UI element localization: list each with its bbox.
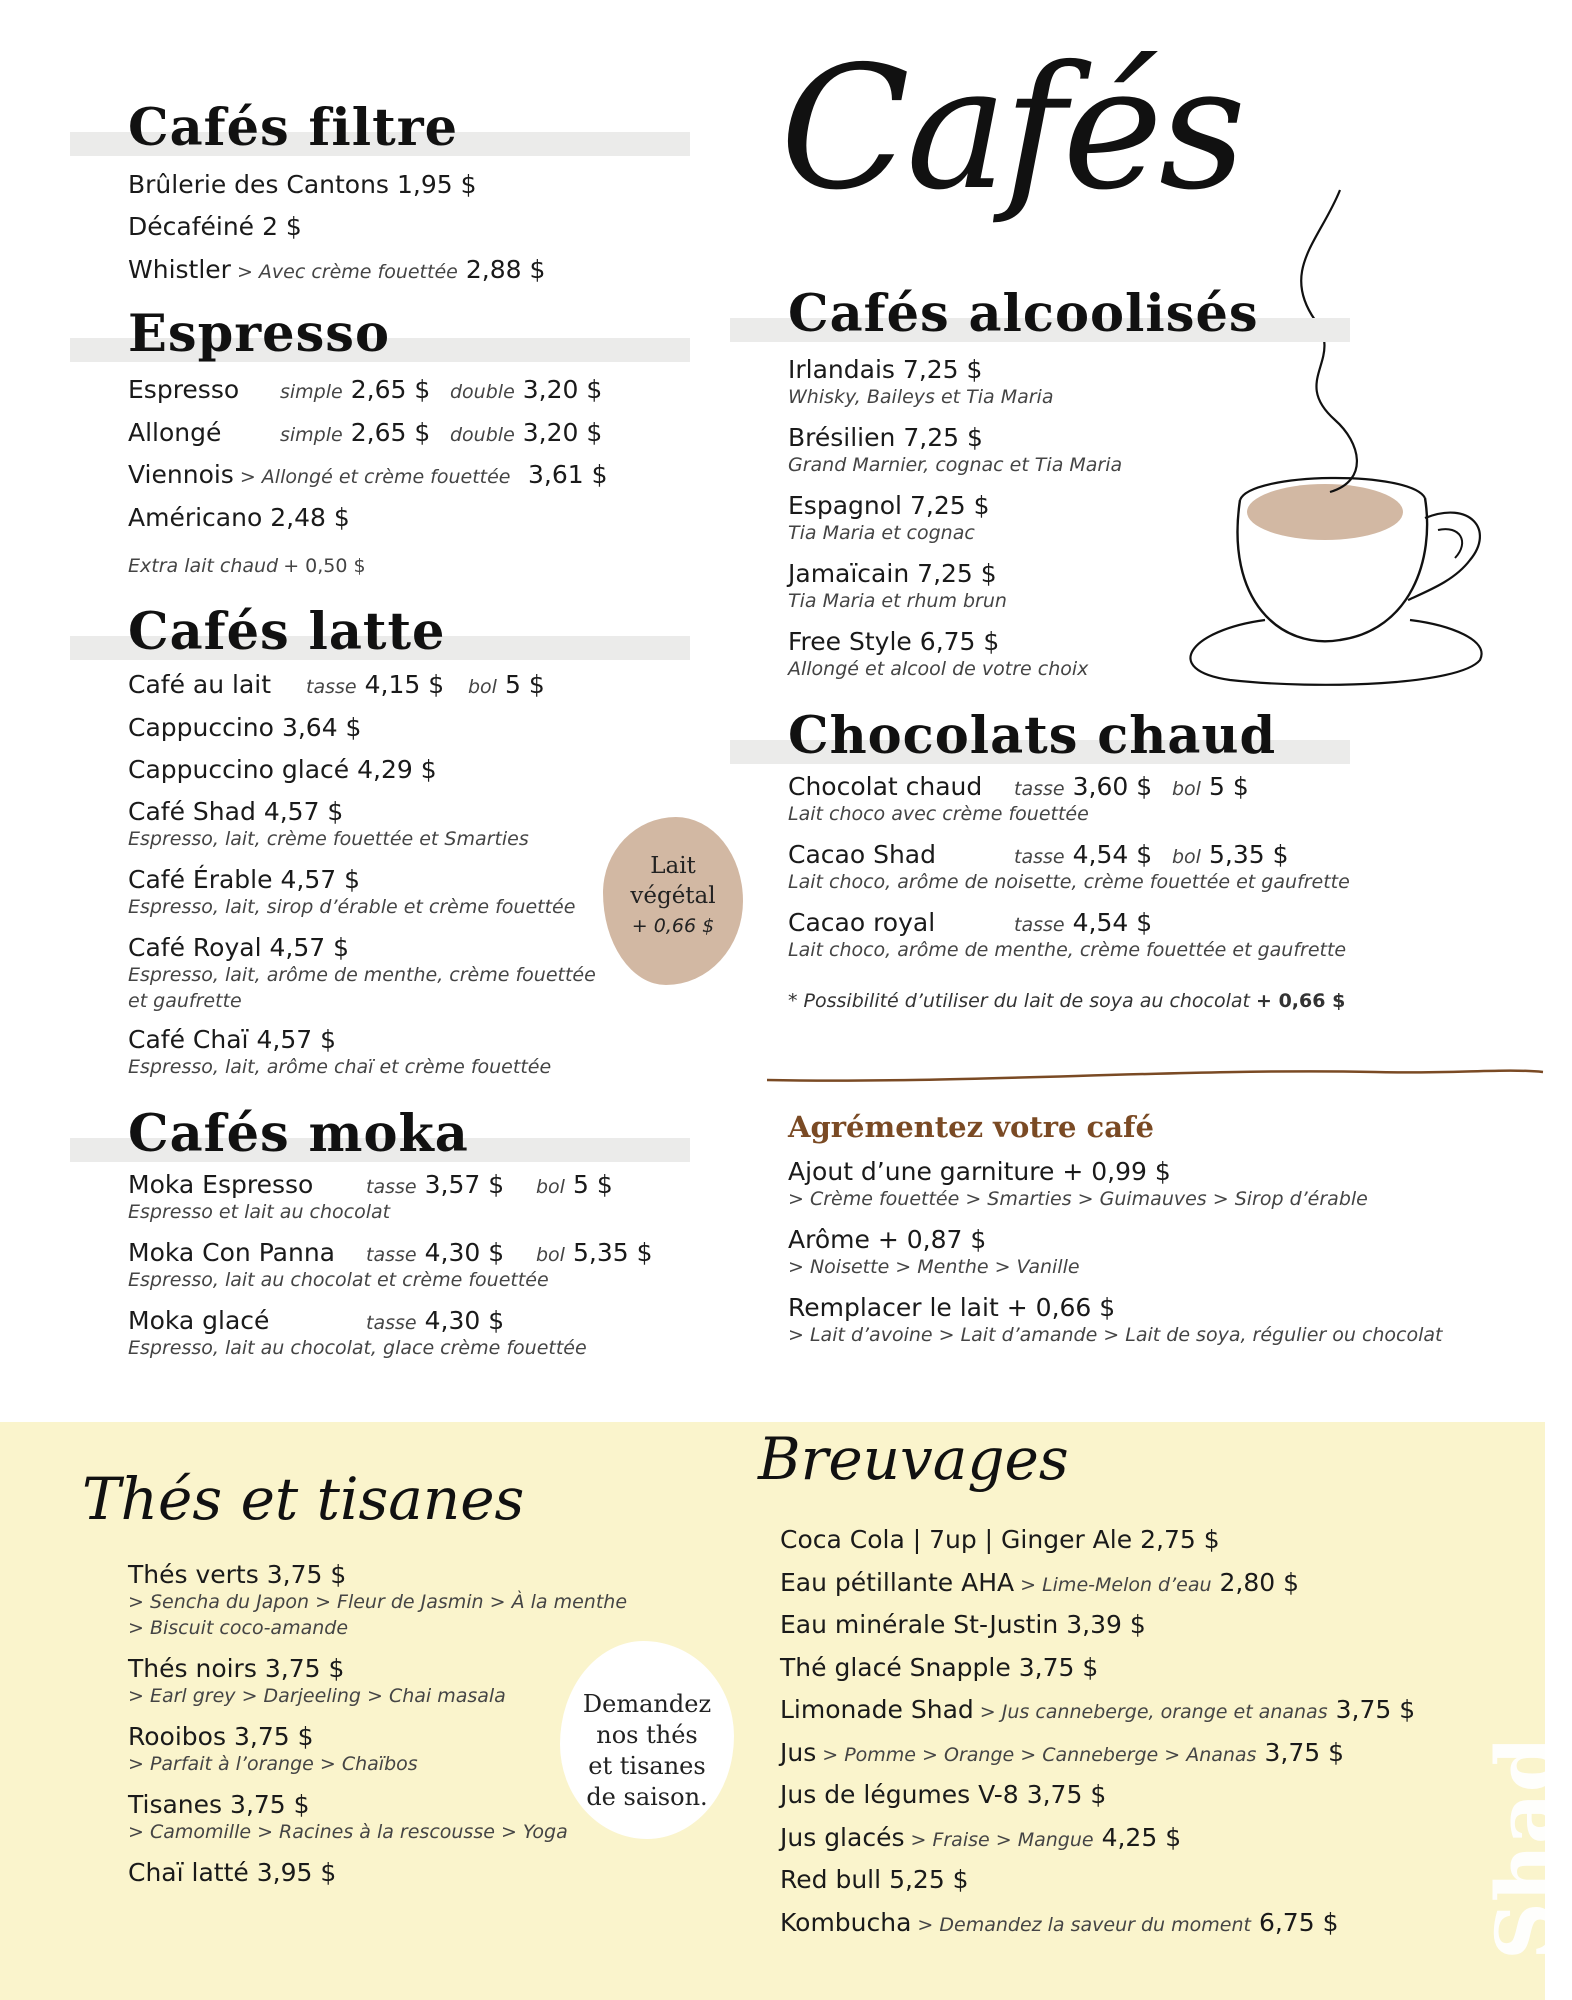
item-description: > Biscuit coco-amande <box>128 1617 349 1639</box>
menu-item: Ajout d’une garniture + 0,99 $ <box>788 1157 1171 1186</box>
brand-logo: Shad <box>1478 1736 1572 1960</box>
item-description: > Noisette > Menthe > Vanille <box>788 1256 1080 1278</box>
menu-item: Moka Espresso tasse 3,57 $ bol 5 $ <box>128 1170 613 1199</box>
footnote: * Possibilité d’utiliser du lait de soya au chocolat + 0,66 $ <box>788 990 1346 1012</box>
menu-item: Café Shad 4,57 $ <box>128 797 344 826</box>
menu-item: Cappuccino glacé 4,29 $ <box>128 755 437 784</box>
item-description: Espresso, lait, arôme de menthe, crème fouettée <box>128 964 596 986</box>
section-heading-thes: Thés et tisanes <box>82 1465 525 1533</box>
menu-item: Thés noirs 3,75 $ <box>128 1654 345 1683</box>
menu-item: Chaï latté 3,95 $ <box>128 1858 337 1887</box>
menu-item: Eau pétillante AHA > Lime-Melon d’eau 2,80 $ <box>780 1568 1300 1597</box>
item-description: et gaufrette <box>128 990 242 1012</box>
menu-item: Arôme + 0,87 $ <box>788 1225 987 1254</box>
item-description: Whisky, Baileys et Tia Maria <box>788 386 1054 408</box>
item-description: Espresso, lait au chocolat, glace crème fouettée <box>128 1337 587 1359</box>
section-moka <box>70 1104 690 1170</box>
item-description: > Lait d’avoine > Lait d’amande > Lait de soya, régulier ou chocolat <box>788 1324 1443 1346</box>
section-espresso <box>70 304 690 370</box>
item-description: Lait choco, arôme de noisette, crème fouettée et gaufrette <box>788 871 1350 893</box>
menu-item: Café Érable 4,57 $ <box>128 865 361 894</box>
menu-item: Chocolat chaud tasse 3,60 $ bol 5 $ <box>788 772 1249 801</box>
item-description: Lait choco, arôme de menthe, crème fouettée et gaufrette <box>788 939 1347 961</box>
menu-item: Kombucha > Demandez la saveur du moment 6,75 $ <box>780 1908 1339 1937</box>
section-heading: Cafés moka <box>128 1104 469 1164</box>
menu-item: Espresso simple 2,65 $ double 3,20 $ <box>128 375 603 404</box>
section-heading: Chocolats chaud <box>788 706 1277 766</box>
menu-item: Whistler > Avec crème fouettée 2,88 $ <box>128 255 546 284</box>
item-description: > Camomille > Racines à la rescousse > Yoga <box>128 1821 568 1843</box>
menu-item: Rooibos 3,75 $ <box>128 1722 314 1751</box>
menu-item: Moka glacé tasse 4,30 $ <box>128 1306 505 1335</box>
menu-item: Thé glacé Snapple 3,75 $ <box>780 1653 1099 1682</box>
menu-item: Café Chaï 4,57 $ <box>128 1025 337 1054</box>
section-heading: Cafés filtre <box>128 98 459 158</box>
menu-item: Remplacer le lait + 0,66 $ <box>788 1293 1116 1322</box>
item-description: > Parfait à l’orange > Chaïbos <box>128 1753 418 1775</box>
vegetal-badge: Lait végétal + 0,66 $ <box>603 817 743 985</box>
menu-item: Moka Con Panna tasse 4,30 $ bol 5,35 $ <box>128 1238 653 1267</box>
section-heading-breuvages: Breuvages <box>758 1425 1069 1493</box>
item-description: Tia Maria et cognac <box>788 522 975 544</box>
menu-item: Eau minérale St-Justin 3,39 $ <box>780 1610 1146 1639</box>
extra-note: Extra lait chaud + 0,50 $ <box>128 555 366 577</box>
item-description: Grand Marnier, cognac et Tia Maria <box>788 454 1123 476</box>
menu-item: Allongé simple 2,65 $ double 3,20 $ <box>128 418 603 447</box>
section-latte <box>70 602 690 668</box>
menu-item: Jus de légumes V-8 3,75 $ <box>780 1780 1107 1809</box>
menu-item: Américano 2,48 $ <box>128 503 350 532</box>
menu-item: Espagnol 7,25 $ <box>788 491 990 520</box>
item-description: Espresso, lait, crème fouettée et Smarties <box>128 828 529 850</box>
menu-item: Free Style 6,75 $ <box>788 627 1000 656</box>
menu-item: Thés verts 3,75 $ <box>128 1560 347 1589</box>
menu-item: Cappuccino 3,64 $ <box>128 713 362 742</box>
section-heading: Agrémentez votre café <box>788 1110 1154 1144</box>
coffee-cup-icon <box>1170 180 1510 700</box>
section-chocolats <box>730 706 1350 772</box>
section-heading: Cafés alcoolisés <box>788 284 1259 344</box>
menu-item: Jamaïcain 7,25 $ <box>788 559 997 588</box>
menu-item: Brûlerie des Cantons 1,95 $ <box>128 170 477 199</box>
item-description: > Crème fouettée > Smarties > Guimauves > Sirop d’érable <box>788 1188 1368 1210</box>
menu-item: Café Royal 4,57 $ <box>128 933 350 962</box>
item-description: Allongé et alcool de votre choix <box>788 658 1089 680</box>
menu-item: Brésilien 7,25 $ <box>788 423 983 452</box>
item-description: > Sencha du Japon > Fleur de Jasmin > À la menthe <box>128 1591 628 1613</box>
menu-item: Cacao royal tasse 4,54 $ <box>788 908 1153 937</box>
item-description: Espresso, lait, sirop d’érable et crème fouettée <box>128 896 576 918</box>
menu-item: Irlandais 7,25 $ <box>788 355 983 384</box>
item-description: Lait choco avec crème fouettée <box>788 803 1089 825</box>
menu-item: Cacao Shad tasse 4,54 $ bol 5,35 $ <box>788 840 1289 869</box>
menu-item: Viennois > Allongé et crème fouettée 3,61 $ <box>128 460 608 489</box>
season-badge: Demandez nos thés et tisanes de saison. <box>560 1641 734 1839</box>
item-description: Espresso et lait au chocolat <box>128 1201 391 1223</box>
menu-item: Décaféiné 2 $ <box>128 212 302 241</box>
menu-item: Red bull 5,25 $ <box>780 1865 969 1894</box>
section-filtre <box>70 98 690 164</box>
menu-item: Jus glacés > Fraise > Mangue 4,25 $ <box>780 1823 1182 1852</box>
menu-item: Tisanes 3,75 $ <box>128 1790 310 1819</box>
section-heading: Cafés latte <box>128 602 446 662</box>
item-description: > Earl grey > Darjeeling > Chai masala <box>128 1685 506 1707</box>
page-title: Cafés <box>780 30 1243 228</box>
menu-item: Coca Cola | 7up | Ginger Ale 2,75 $ <box>780 1525 1220 1554</box>
item-description: Espresso, lait au chocolat et crème fouettée <box>128 1269 549 1291</box>
item-description: Espresso, lait, arôme chaï et crème fouettée <box>128 1056 552 1078</box>
menu-item: Café au lait tasse 4,15 $ bol 5 $ <box>128 670 545 699</box>
divider-line <box>765 1060 1545 1090</box>
section-heading: Espresso <box>128 304 391 364</box>
item-description: Tia Maria et rhum brun <box>788 590 1007 612</box>
menu-item: Jus > Pomme > Orange > Canneberge > Ananas 3,75 $ <box>780 1738 1344 1767</box>
menu-item: Limonade Shad > Jus canneberge, orange et ananas 3,75 $ <box>780 1695 1416 1724</box>
section-alcool <box>730 284 1350 350</box>
